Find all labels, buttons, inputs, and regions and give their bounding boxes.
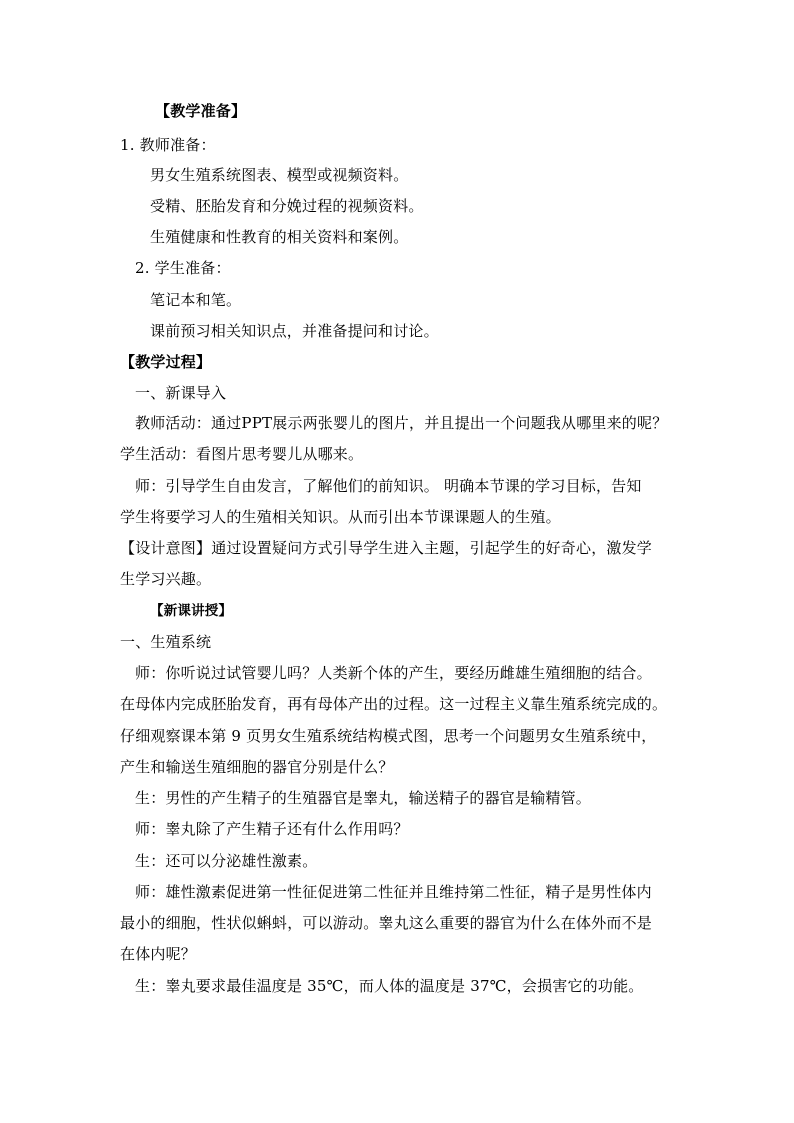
teacher-prep-title: 1. 教师准备： [120,136,216,154]
paragraph-line: 产生和输送生殖细胞的器官分别是什么？ [120,758,394,776]
paragraph-line: 最小的细胞，性状似蝌蚪，可以游动。睾丸这么重要的器官为什么在体外而不是 [120,914,653,932]
paragraph-line: 学生将要学习人的生殖相关知识。从而引出本节课课题人的生殖。 [120,508,561,526]
teacher-prep-item: 受精、胚胎发育和分娩过程的视频资料。 [150,197,424,215]
paragraph-line: 生学习兴趣。 [120,570,212,588]
paragraph-line: 师：你听说过试管婴儿吗？人类新个体的产生，要经历雌雄生殖细胞的结合。 [135,664,652,682]
paragraph-line: 在体内呢？ [120,945,197,963]
paragraph-line: 生：男性的产生精子的生殖器官是睾丸，输送精子的器官是输精管。 [135,789,592,807]
paragraph-line: 仔细观察课本第 9 页男女生殖系统结构模式图，思考一个问题男女生殖系统中， [120,727,657,745]
intro-title: 一、新课导入 [135,384,227,402]
lecture-heading: 【新课讲授】 [150,603,233,619]
paragraph-line: 学生活动：看图片思考婴儿从哪来。 [120,445,364,463]
prep-heading: 【教学准备】 [155,102,247,120]
paragraph-line: 在母体内完成胚胎发育，再有母体产出的过程。这一过程主义靠生殖系统完成的。 [120,695,668,713]
paragraph-line: 教师活动：通过PPT展示两张婴儿的图片，并且提出一个问题我从哪里来的呢？ [135,414,668,432]
section-title: 一、生殖系统 [120,633,212,651]
paragraph-line: 生：睾丸要求最佳温度是 35℃，而人体的温度是 37℃，会损害它的功能。 [135,977,644,995]
paragraph-line: 师：雄性激素促进第一性征促进第二性征并且维持第二性征，精子是男性体内 [135,883,652,901]
paragraph-line: 师：引导学生自由发言，了解他们的前知识。 明确本节课的学习目标，告知 [135,477,642,495]
student-prep-item: 课前预习相关知识点，并准备提问和讨论。 [150,322,439,340]
paragraph-line: 生：还可以分泌雄性激素。 [135,852,318,870]
teacher-prep-item: 生殖健康和性教育的相关资料和案例。 [150,228,409,246]
paragraph-line: 师：睾丸除了产生精子还有什么作用吗？ [135,820,409,838]
paragraph-line: 【设计意图】通过设置疑问方式引导学生进入主题，引起学生的好奇心，激发学 [120,539,653,557]
student-prep-item: 笔记本和笔。 [150,291,242,309]
process-heading: 【教学过程】 [120,353,212,371]
student-prep-title: 2. 学生准备： [135,259,231,277]
teacher-prep-item: 男女生殖系统图表、模型或视频资料。 [150,166,409,184]
